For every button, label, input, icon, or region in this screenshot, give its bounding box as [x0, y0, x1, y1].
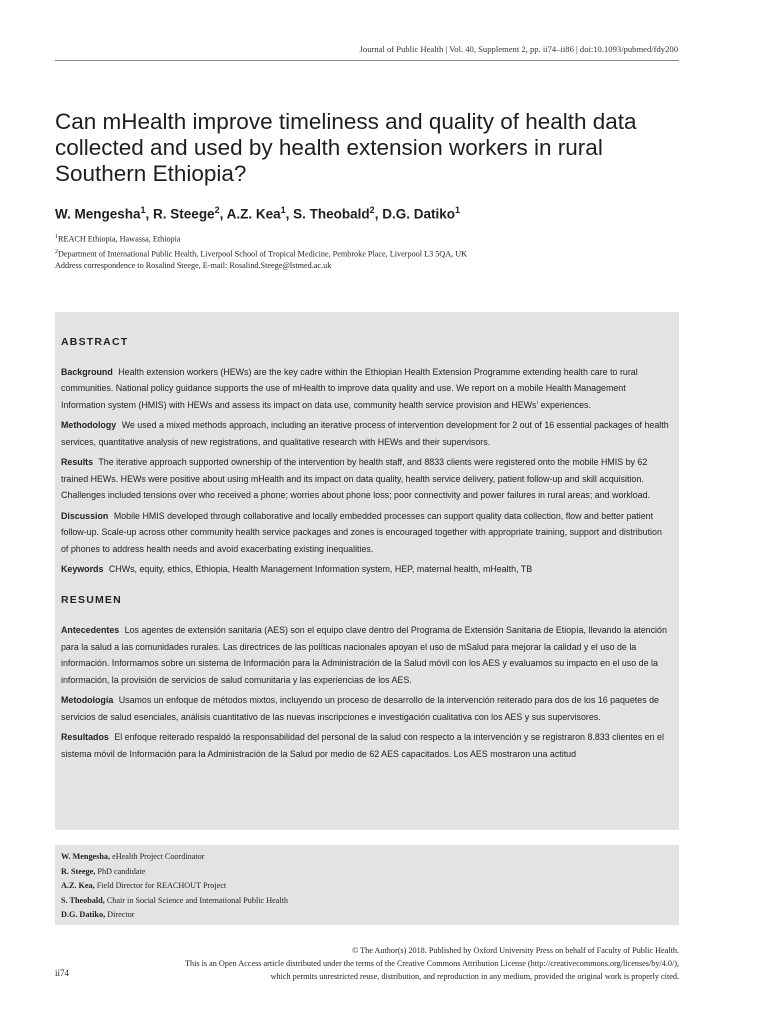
affiliations [55, 231, 679, 272]
author-name: R. Steege [153, 206, 215, 222]
abstract-heading: ABSTRACT [61, 336, 129, 348]
author-roles-box [55, 845, 679, 925]
abstract-discussion: Discussion Mobile HMIS developed through collaborative and locally embedded processes can support quality data collection, flow and better patient follow-up. Scale-up across other community health service packages and zones is encouraged together with appropriate training, support and distribution of phones to address health needs and avoid exacerbating existing inequalities. [61, 510, 662, 554]
author-name: A.Z. Kea [226, 206, 281, 222]
author-affiliation-mark: 1 [280, 205, 286, 215]
abstract-results: Results The iterative approach supported ownership of the intervention by health staff, and 8833 clients were registered onto the mobile HMIS by 62 trained HEWs. HEWs were positive about using mHealth and its impact on data quality, health service delivery, patient follow-up and skill acquisition. Challenges included tensions over who received a phone; worries about phone loss; poor connectivity and power failures in rural areas; and workload. [61, 457, 651, 500]
author-role: A.Z. Kea, Field Director for REACHOUT Project [61, 881, 227, 890]
author-name: S. Theobald [293, 206, 370, 222]
abstract-methodology: Methodology We used a mixed methods approach, including an iterative process of intervention development for 2 out of 16 essential packages of health services, quantitative analysis of new registrations, and qualitative research with HEWs and their supervisors. [61, 420, 669, 447]
page-number: ii74 [55, 968, 70, 978]
correspondence: Address correspondence to Rosalind Steege, E-mail: Rosalind.Steege@lstmed.ac.uk [55, 261, 332, 271]
author-affiliation-mark: 2 [369, 205, 375, 215]
copyright-line: © The Author(s) 2018. Published by Oxford University Press on behalf of Faculty of Public Health. [352, 946, 679, 955]
author-affiliation-mark: 1 [140, 205, 146, 215]
author-role: D.G. Datiko, Director [61, 910, 135, 919]
author-name: D.G. Datiko [382, 206, 455, 222]
running-head: Journal of Public Health | Vol. 40, Supplement 2, pp. ii74–ii86 | doi:10.1093/pubmed/fdy200 [359, 44, 678, 54]
resumen-metodologia: Metodología Usamos un enfoque de métodos mixtos, incluyendo un proceso de desarrollo de la intervención reiterado para dos de los 16 paquetes de servicios de salud esenciales, análisis cuantitativo de las nuevas inscripciones e investigación cualitativa con los AES y sus supervisores. [61, 695, 659, 722]
affiliation: $^2$Department of International Public Health, Liverpool School of Tropical Medicine, Pembroke Place, Liverpool L3 5QA, UK [55, 248, 468, 259]
affiliation: $^1$REACH Ethiopia, Hawassa, Ethiopia [55, 234, 181, 244]
license-footer [185, 944, 679, 983]
license-line: This is an Open Access article distributed under the terms of the Creative Commons Attribution License (http://creativecommons.org/licenses/by/4.0/), [185, 959, 679, 968]
abstract-background: Background Health extension workers (HEWs) are the key cadre within the Ethiopian Health Extension Programme extending health care to rural communities. National policy guidance supports the use of mHealth to improve data quality and use. We report on a mobile Health Management Information system (HMIS) with HEWs and assess its impact on data use, community health service provision and HEWs’ experiences. [61, 366, 638, 410]
author-affiliation-mark: 1 [454, 205, 460, 215]
header-rule [55, 60, 679, 61]
author-list: W. Mengesha$^1$, R. Steege$^2$, A.Z. Kea$^1$, S. Theobald$^2$, D.G. Datiko$^1$ [55, 205, 460, 222]
resumen-resultados: Resultados El enfoque reiterado respaldó la responsabilidad del personal de la salud con respecto a la intervención y se registraron 8.833 clientes en el sistema móvil de Información para la Administración de la Salud por medio de 62 AES capacitados. Los AES mostraron una actitud [61, 732, 664, 759]
resumen-antecedentes: Antecedentes Los agentes de extensión sanitaria (AES) son el equipo clave dentro del Programa de Extensión Sanitaria de Etiopía, llevando la atención para la salud a las comunidades rurales. Las directrices de las políticas nacionales apoyan el uso de mSalud para mejorar la calidad y el uso de la información. Informamos sobre un sistema de Información para la Administración de la Salud móvil con los AES y evaluamos su impacto en el uso de la información, la provisión de servicios de salud comunitaria y las experiencias de los AES. [61, 625, 667, 685]
abstract-box [55, 312, 679, 830]
author-affiliation-mark: 2 [214, 205, 220, 215]
author-name: W. Mengesha [55, 206, 141, 222]
author-role: R. Steege, PhD candidate [61, 866, 146, 876]
abstract-keywords: Keywords CHWs, equity, ethics, Ethiopia, Health Management Information system, HEP, maternal health, mHealth, TB [61, 564, 533, 574]
author-role: W. Mengesha, eHealth Project Coordinator [61, 852, 205, 861]
license-line: which permits unrestricted reuse, distribution, and reproduction in any medium, provided the original work is properly cited. [270, 972, 679, 981]
article-title: Can mHealth improve timeliness and quality of health data collected and used by health extension workers in rural Southern Ethiopia? [55, 109, 637, 186]
resumen-heading: RESUMEN [61, 593, 122, 606]
author-role: S. Theobald, Chair in Social Science and International Public Health [61, 895, 289, 905]
